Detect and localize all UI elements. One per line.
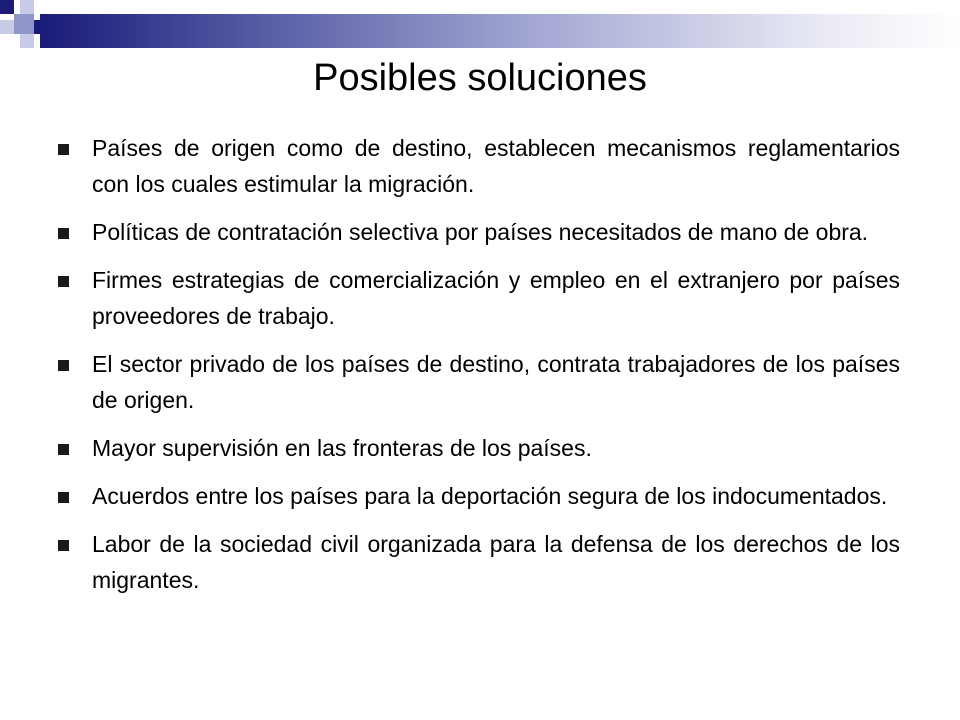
square-bullet-icon — [58, 540, 69, 551]
list-item — [58, 430, 900, 466]
square-bullet-icon — [58, 492, 69, 503]
bullet-text: Países de origen como de destino, establecen mecanismos reglamentarios con los cuales estimular la migración. — [92, 135, 900, 197]
square-bullet-icon — [58, 360, 69, 371]
square-bullet-icon — [58, 444, 69, 455]
list-item — [58, 478, 900, 514]
square-bullet-icon — [58, 228, 69, 239]
bullet-text: El sector privado de los países de destino, contrata trabajadores de los países de origen. — [92, 351, 900, 413]
square-bullet-icon — [58, 276, 69, 287]
decorative-square-icon — [20, 34, 34, 48]
list-item — [58, 526, 900, 598]
decorative-square-icon — [14, 14, 34, 34]
square-bullet-icon — [58, 144, 69, 155]
slide-title: Posibles soluciones — [313, 57, 647, 99]
bullet-list — [58, 130, 900, 610]
bullet-text: Acuerdos entre los países para la deportación segura de los indocumentados. — [92, 483, 888, 509]
list-item — [58, 346, 900, 418]
header-gradient-bar — [40, 14, 960, 48]
bullet-text: Políticas de contratación selectiva por países necesitados de mano de obra. — [92, 219, 869, 245]
decorative-square-icon — [0, 0, 14, 14]
decorative-square-icon — [0, 20, 14, 34]
bullet-text: Labor de la sociedad civil organizada para la defensa de los derechos de los migrantes. — [92, 531, 900, 593]
bullet-text: Mayor supervisión en las fronteras de los países. — [92, 435, 592, 461]
list-item — [58, 130, 900, 202]
bullet-text: Firmes estrategias de comercialización y empleo en el extranjero por países proveedores de trabajo. — [92, 267, 900, 329]
list-item — [58, 214, 900, 250]
decorative-square-icon — [20, 0, 34, 14]
list-item — [58, 262, 900, 334]
